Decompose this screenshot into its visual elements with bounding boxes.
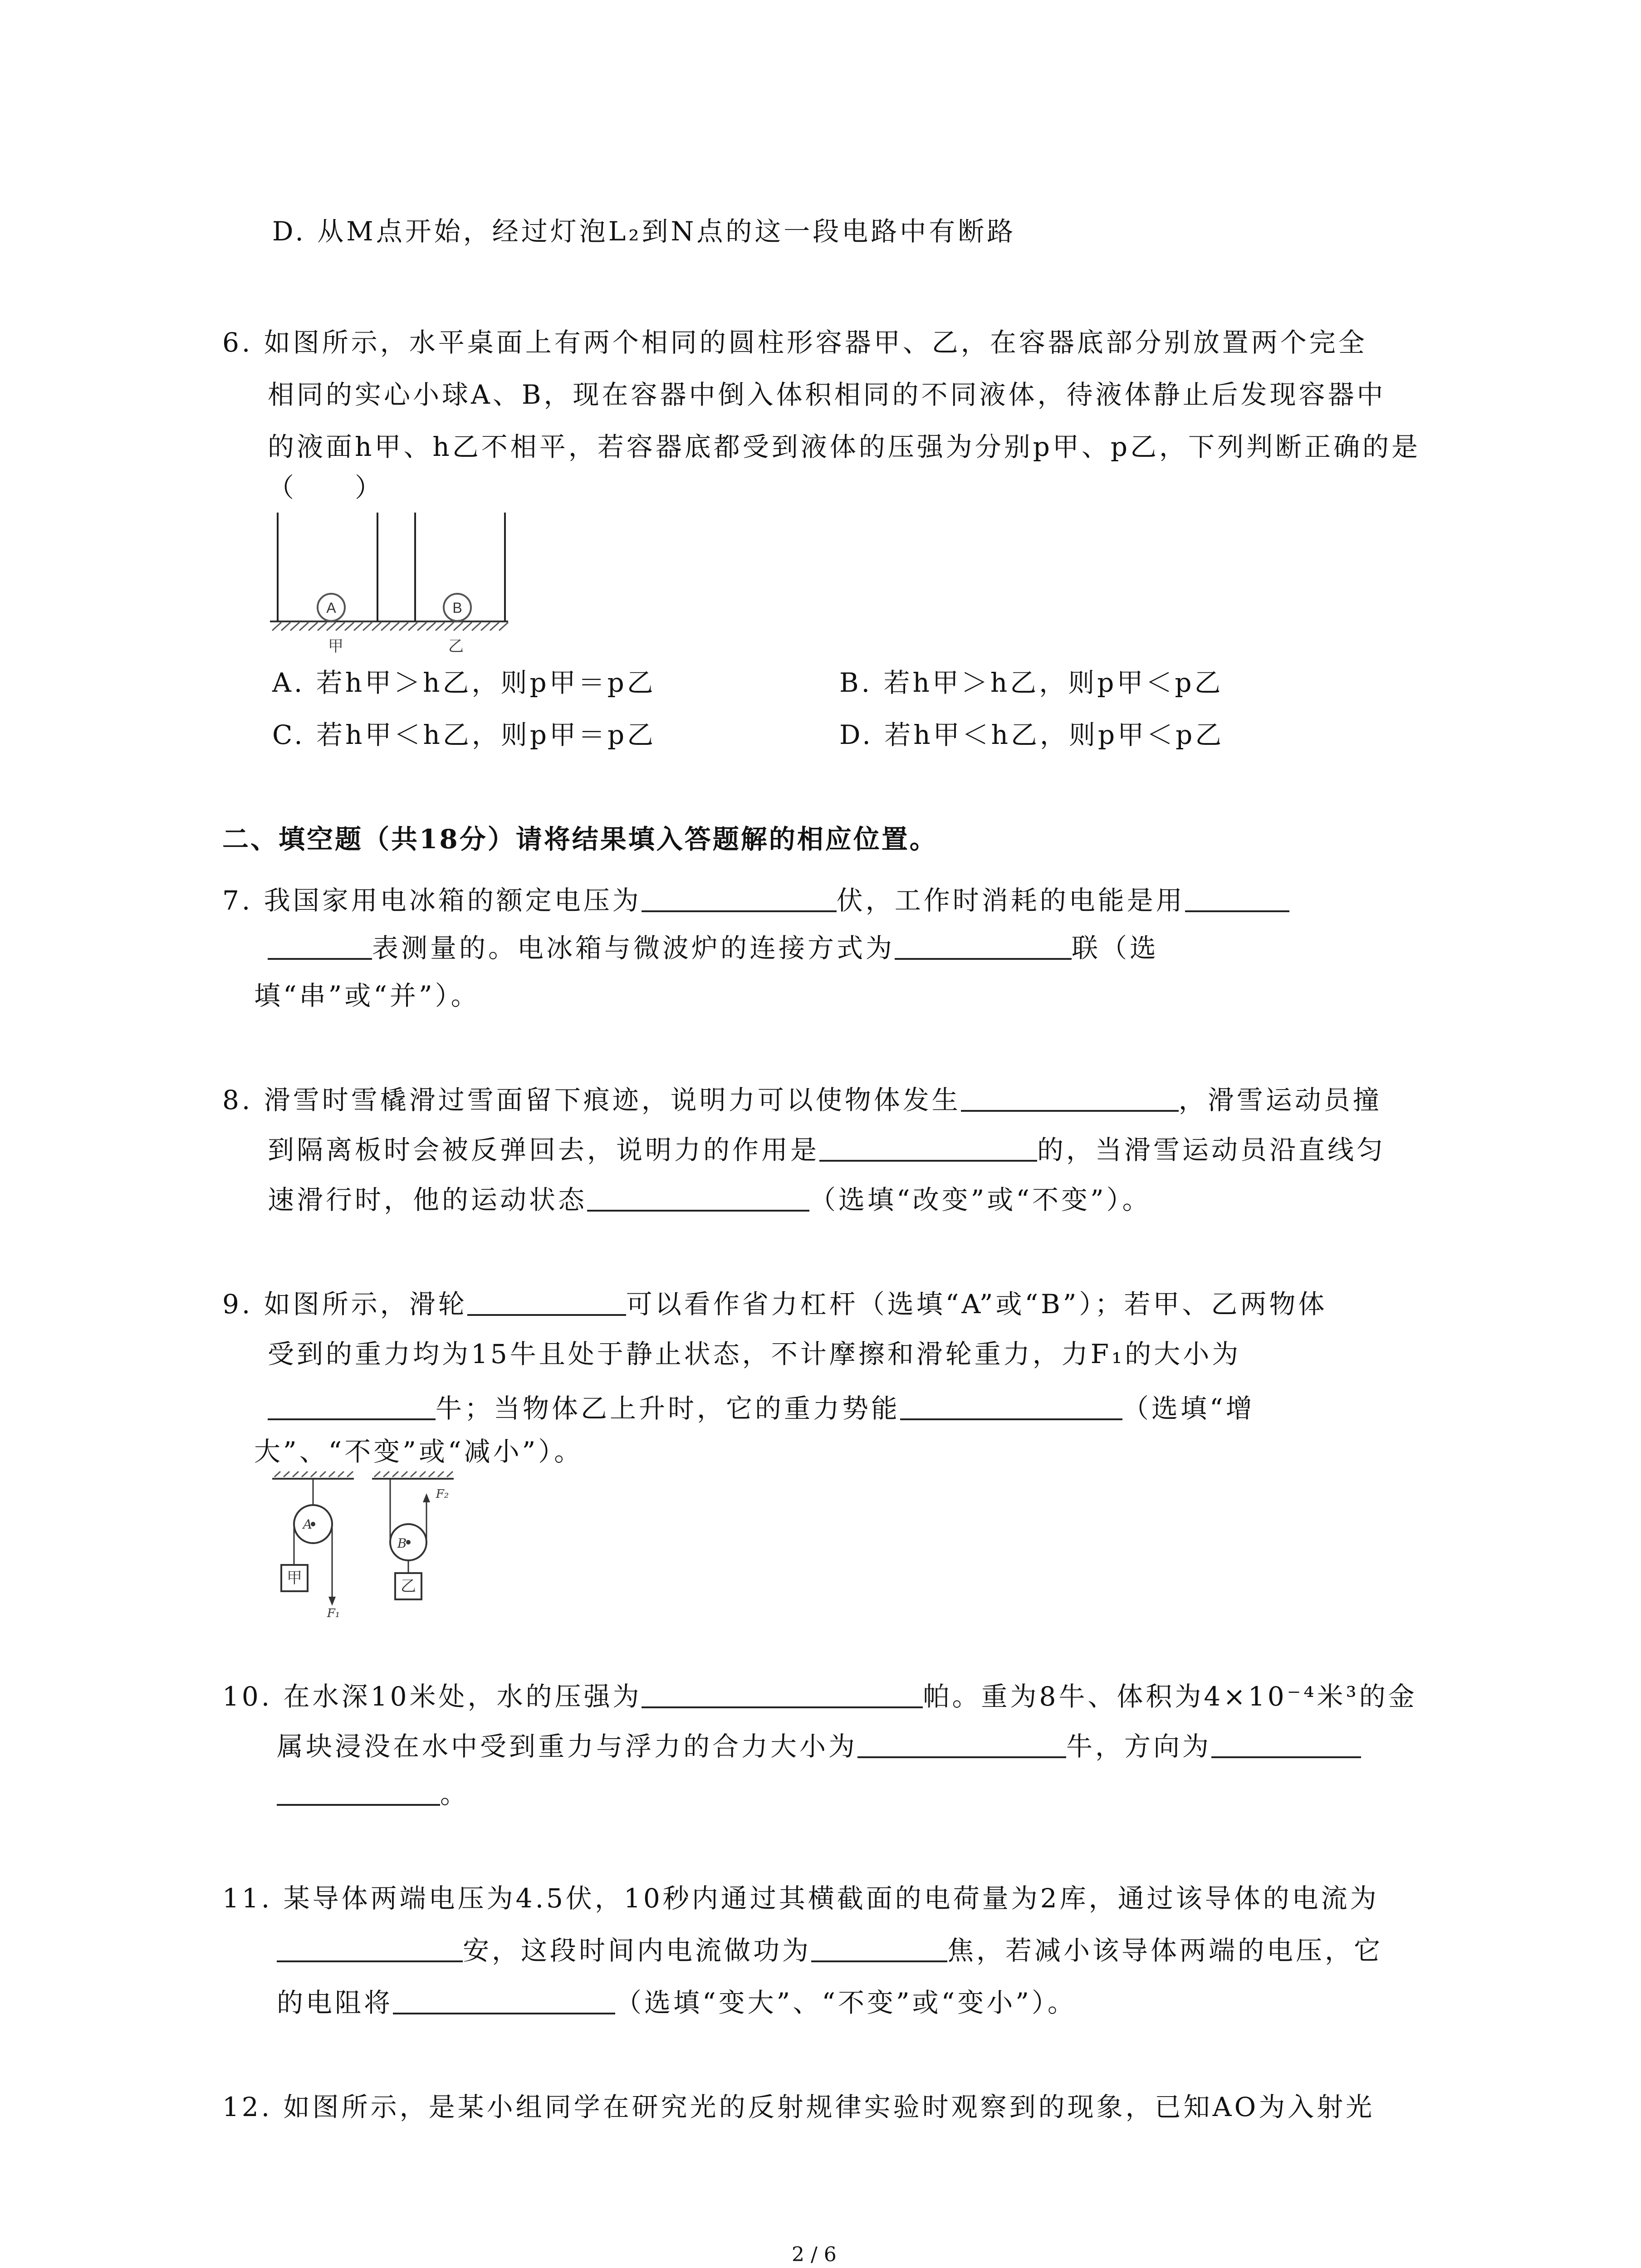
force-f1-label: F₁	[327, 1607, 340, 1619]
q9-pulley-figure	[263, 1470, 499, 1619]
q9-line-2: 受到的重力均为15牛且处于静止状态，不计摩擦和滑轮重力，力F₁的大小为	[268, 1339, 1241, 1369]
q7-line-1: 7. 我国家用电冰箱的额定电压为 伏，工作时消耗的电能是用	[222, 882, 1289, 919]
pulley-b-label: B	[397, 1536, 407, 1551]
q6-option-c: C. 若h甲＜h乙，则p甲＝p乙	[272, 719, 656, 750]
box-jia-label: 甲	[287, 1569, 302, 1587]
q11-line-2: 安，这段时间内电流做功为 焦，若减小该导体两端的电压，它	[277, 1932, 1383, 1969]
q7-blank-2b[interactable]	[268, 931, 372, 960]
box-yi-label: 乙	[401, 1577, 416, 1595]
page-number: 2 / 6	[792, 2243, 837, 2266]
q10-blank-3b[interactable]	[277, 1777, 440, 1806]
q8-blank-1[interactable]	[961, 1083, 1179, 1112]
q7-blank-3[interactable]	[895, 931, 1072, 960]
q11-line-3: 的电阻将 （选填“变大”、“不变”或“变小”）。	[277, 1984, 1077, 2021]
q8-line-3: 速滑行时，他的运动状态 （选填“改变”或“不变”）。	[268, 1182, 1151, 1218]
q9-blank-1[interactable]	[467, 1287, 626, 1316]
q8-blank-2[interactable]	[819, 1133, 1037, 1162]
q9-line-1: 9. 如图所示，滑轮 可以看作省力杠杆（选填“A”或“B”）；若甲、乙两物体	[222, 1286, 1327, 1322]
q10-blank-3a[interactable]	[1211, 1729, 1361, 1758]
q6-line-2: 相同的实心小球A、B，现在容器中倒入体积相同的不同液体，待液体静止后发现容器中	[268, 379, 1386, 410]
q9-line-4: 大”、“不变”或“减小”）。	[254, 1436, 583, 1467]
q6-option-b: B. 若h甲＞h乙，则p甲＜p乙	[839, 667, 1224, 698]
q7-line-3: 填“串”或“并”）。	[254, 980, 480, 1011]
q8-line-1: 8. 滑雪时雪橇滑过雪面留下痕迹，说明力可以使物体发生 ，滑雪运动员撞	[222, 1082, 1382, 1118]
q11-blank-3[interactable]	[393, 1985, 615, 2014]
q5-option-d: D. 从M点开始，经过灯泡L₂到N点的这一段电路中有断路	[272, 216, 1016, 247]
q10-line-2: 属块浸没在水中受到重力与浮力的合力大小为 牛，方向为	[277, 1728, 1361, 1765]
q10-blank-1[interactable]	[642, 1679, 923, 1708]
q12-line-1: 12. 如图所示，是某小组同学在研究光的反射规律实验时观察到的现象，已知AO为入射光	[222, 2092, 1375, 2122]
ball-a-label: A	[326, 600, 336, 616]
q9-blank-2[interactable]	[268, 1391, 436, 1420]
q11-blank-2[interactable]	[811, 1933, 947, 1962]
ball-b-label: B	[452, 600, 462, 616]
q10-line-1: 10. 在水深10米处，水的压强为 帕。重为8牛、体积为4×10⁻⁴米³的金	[222, 1678, 1417, 1715]
q7-blank-1[interactable]	[642, 883, 837, 912]
q6-line-1: 6. 如图所示，水平桌面上有两个相同的圆柱形容器甲、乙，在容器底部分别放置两个完全	[222, 327, 1367, 358]
q11-line-1: 11. 某导体两端电压为4.5伏，10秒内通过其横截面的电荷量为2库，通过该导体的电流为	[222, 1883, 1379, 1914]
q8-line-2: 到隔离板时会被反弹回去，说明力的作用是 的，当滑雪运动员沿直线匀	[268, 1132, 1386, 1168]
container-yi-label: 乙	[448, 637, 464, 655]
container-jia-label: 甲	[328, 637, 343, 655]
q6-option-d: D. 若h甲＜h乙，则p甲＜p乙	[839, 719, 1225, 750]
q10-blank-2[interactable]	[857, 1729, 1066, 1758]
q7-blank-2a[interactable]	[1185, 883, 1289, 912]
q6-line-4: （ ）	[268, 472, 384, 503]
pulley-a-label: A	[303, 1517, 313, 1532]
q6-container-figure	[268, 503, 522, 662]
q10-line-3: 。	[277, 1776, 469, 1812]
force-f2-label: F₂	[436, 1487, 449, 1501]
q7-line-2: 表测量的。电冰箱与微波炉的连接方式为 联（选	[268, 930, 1159, 966]
q6-option-a: A. 若h甲＞h乙，则p甲＝p乙	[272, 667, 656, 698]
q9-line-3: 牛；当物体乙上升时，它的重力势能 （选填“增	[268, 1390, 1255, 1427]
q9-blank-3[interactable]	[900, 1391, 1122, 1420]
q8-blank-3[interactable]	[587, 1183, 809, 1212]
section-2-heading: 二、填空题（共18分）请将结果填入答题解的相应位置。	[222, 824, 938, 855]
q11-blank-1[interactable]	[277, 1933, 463, 1962]
q6-line-3: 的液面h甲、h乙不相平，若容器底都受到液体的压强为分别p甲、p乙，下列判断正确的是	[268, 431, 1421, 462]
